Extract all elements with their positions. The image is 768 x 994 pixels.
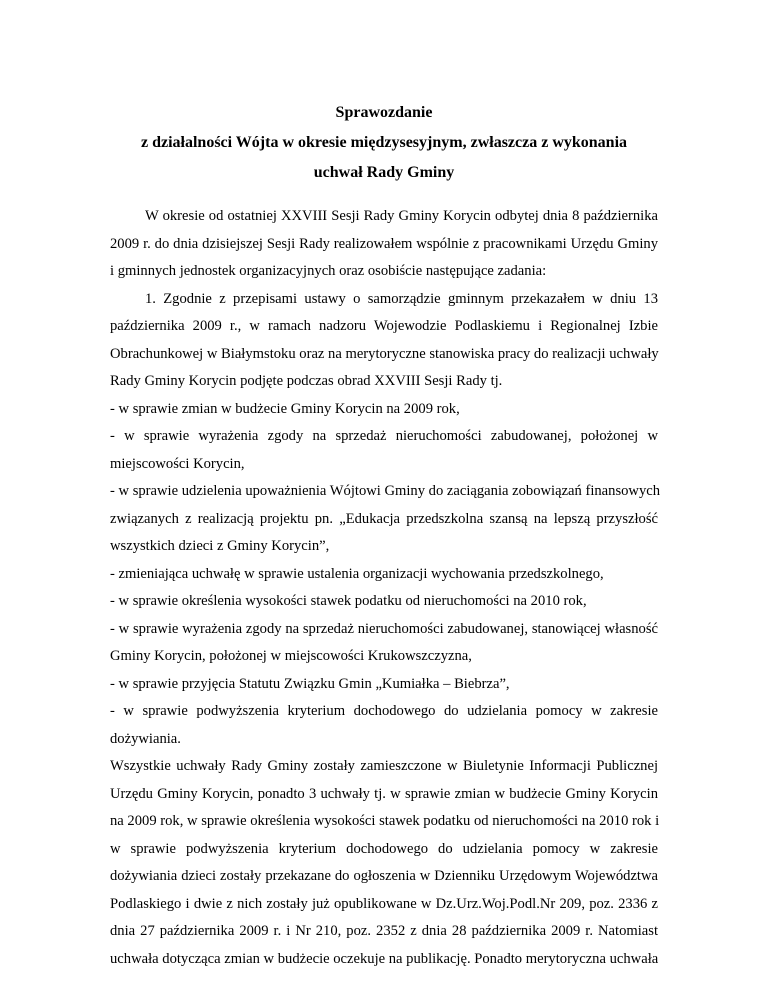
body-line: - w sprawie określenia wysokości stawek podatku od nieruchomości na 2010 rok, <box>110 593 587 609</box>
body-line: miejscowości Korycin, <box>110 455 245 472</box>
body-line: - w sprawie przyjęcia Statutu Związku Gmin „Kumiałka – Biebrza”, <box>110 675 510 692</box>
body-line: Rady Gminy Korycin podjęte podczas obrad XXVIII Sesji Rady tj. <box>110 373 503 389</box>
body-line: w sprawie podwyższenia kryterium dochodowego do udzielania pomocy w zakresie <box>110 840 658 857</box>
body-line: - w sprawie wyrażenia zgody na sprzedaż nieruchomości zabudowanej, stanowiącej własność <box>110 620 658 637</box>
document-body <box>110 203 661 973</box>
title-line-3: uchwał Rady Gminy <box>313 164 455 181</box>
body-line: uchwała dotycząca zmian w budżecie oczekuje na publikację. Ponadto merytoryczna uchwała <box>110 950 659 967</box>
body-line: dożywiania. <box>110 730 181 747</box>
body-line: - w sprawie zmian w budżecie Gminy Korycin na 2009 rok, <box>110 400 460 417</box>
body-line: Urzędu Gminy Korycin, ponadto 3 uchwały tj. w sprawie zmian w budżecie Gminy Korycin <box>110 785 658 802</box>
body-line: wszystkich dzieci z Gminy Korycin”, <box>110 538 330 554</box>
title-line-1: Sprawozdanie <box>335 104 433 121</box>
body-line: W okresie od ostatniej XXVIII Sesji Rady Gminy Korycin odbytej dnia 8 października <box>145 208 658 224</box>
body-line: związanych z realizacją projektu pn. „Edukacja przedszkolna szansą na lepszą przyszłość <box>110 510 658 527</box>
body-line: - w sprawie wyrażenia zgody na sprzedaż nieruchomości zabudowanej, położonej w <box>110 428 658 444</box>
body-line: Podlaskiego i dwie z nich zostały już opublikowane w Dz.Urz.Woj.Podl.Nr 209, poz. 2336 z <box>110 895 658 912</box>
body-line: na 2009 rok, w sprawie określenia wysokości stawek podatku od nieruchomości na 2010 rok i <box>110 813 660 829</box>
body-line: Wszystkie uchwały Rady Gminy zostały zamieszczone w Biuletynie Informacji Publicznej <box>110 758 658 774</box>
body-line: i gminnych jednostek organizacyjnych oraz osobiście następujące zadania: <box>110 263 547 279</box>
body-line: października 2009 r., w ramach nadzoru Wojewodzie Podlaskiemu i Regionalnej Izbie <box>110 318 658 334</box>
body-line: dożywiania dzieci zostały przekazane do ogłoszenia w Dzienniku Urzędowym Województwa <box>110 868 658 884</box>
title-line-2: z działalności Wójta w okresie międzysesyjnym, zwłaszcza z wykonania <box>140 134 628 151</box>
body-line: - w sprawie udzielenia upoważnienia Wójtowi Gminy do zaciągania zobowiązań finansowych <box>110 483 661 499</box>
body-line: 2009 r. do dnia dzisiejszej Sesji Rady realizowałem wspólnie z pracownikami Urzędu Gminy <box>110 235 658 252</box>
body-line: 1. Zgodnie z przepisami ustawy o samorządzie gminnym przekazałem w dniu 13 <box>145 290 658 307</box>
document-title <box>100 98 668 188</box>
body-line: dnia 27 października 2009 r. i Nr 210, poz. 2352 z dnia 28 października 2009 r. Natomiast <box>110 923 658 939</box>
body-line: - w sprawie podwyższenia kryterium dochodowego do udzielania pomocy w zakresie <box>110 703 658 719</box>
body-line: Obrachunkowej w Białymstoku oraz na merytoryczne stanowiska pracy do realizacji uchwały <box>110 345 659 362</box>
body-line: - zmieniająca uchwałę w sprawie ustalenia organizacji wychowania przedszkolnego, <box>110 565 604 582</box>
body-line: Gminy Korycin, położonej w miejscowości Krukowszczyzna, <box>110 648 472 664</box>
